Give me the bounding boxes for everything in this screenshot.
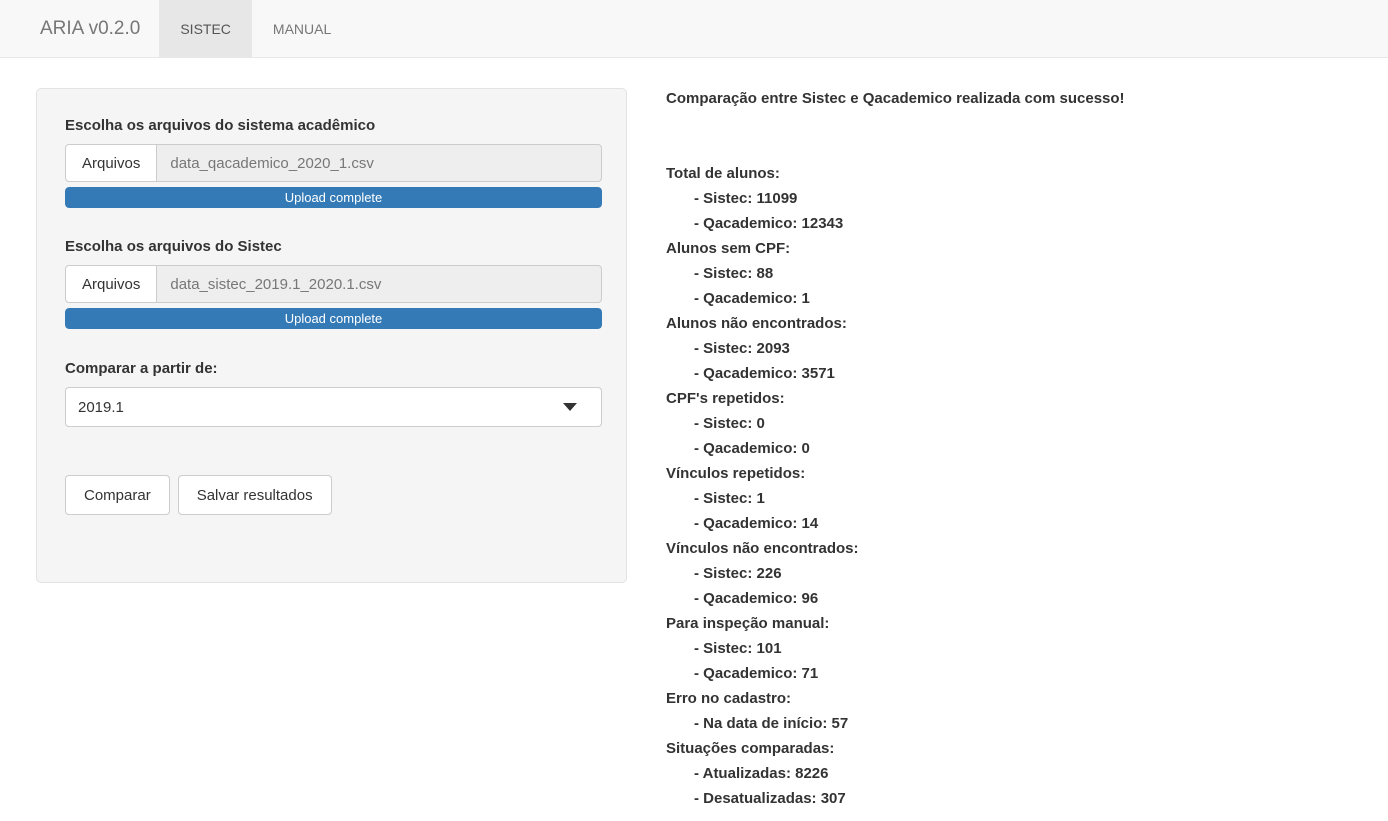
stat-item: - Qacademico: 12343: [694, 215, 844, 232]
chevron-down-icon: [563, 403, 577, 411]
stat-item: - Qacademico: 0: [694, 440, 810, 457]
compare-from-select[interactable]: [65, 387, 602, 427]
stat-item: - Sistec: 88: [694, 265, 774, 282]
sistec-file-label: Escolha os arquivos do Sistec: [65, 238, 282, 255]
save-results-button[interactable]: Salvar resultados: [178, 475, 332, 515]
app-title: ARIA v0.2.0: [40, 17, 141, 39]
main-content: [0, 58, 1388, 811]
stat-item: - Sistec: 1: [694, 490, 765, 507]
success-message: Comparação entre Sistec e Qacademico realizada com sucesso!: [666, 90, 1125, 107]
academic-file-label: Escolha os arquivos do sistema acadêmico: [65, 117, 376, 134]
stat-item: - Sistec: 101: [694, 640, 782, 657]
tab-bar: [159, 0, 352, 57]
stat-item: - Sistec: 11099: [694, 190, 798, 207]
stat-item: - Qacademico: 3571: [694, 365, 835, 382]
academic-file-input-group: [65, 117, 598, 208]
results-stats: [666, 161, 1125, 811]
stat-heading: Total de alunos:: [666, 165, 780, 182]
stat-heading: Alunos não encontrados:: [666, 315, 847, 332]
compare-from-selected-value: 2019.1: [78, 398, 124, 416]
academic-upload-progress-track: [65, 187, 602, 208]
stat-item: - Qacademico: 14: [694, 515, 819, 532]
compare-button[interactable]: Comparar: [65, 475, 170, 515]
stat-item: - Qacademico: 96: [694, 590, 819, 607]
stat-item: - Qacademico: 71: [694, 665, 819, 682]
sistec-filename-field[interactable]: data_sistec_2019.1_2020.1.csv: [156, 265, 602, 303]
sistec-file-input-group: [65, 238, 598, 329]
sistec-file-input: [65, 265, 602, 303]
stat-item: - Sistec: 0: [694, 415, 765, 432]
stat-heading: Vínculos não encontrados:: [666, 540, 859, 557]
academic-browse-button[interactable]: Arquivos: [65, 144, 157, 182]
sistec-upload-progress-bar: Upload complete: [65, 308, 602, 329]
stat-heading: CPF's repetidos:: [666, 390, 785, 407]
stat-item: - Desatualizadas: 307: [694, 790, 846, 807]
stat-item: - Na data de início: 57: [694, 715, 849, 732]
action-buttons-row: [65, 475, 598, 515]
compare-from-group: [65, 360, 598, 427]
sistec-upload-progress-track: [65, 308, 602, 329]
stat-heading: Vínculos repetidos:: [666, 465, 806, 482]
compare-from-label: Comparar a partir de:: [65, 360, 218, 377]
stat-item: - Qacademico: 1: [694, 290, 810, 307]
tab-sistec[interactable]: SISTEC: [159, 0, 252, 57]
tab-manual[interactable]: MANUAL: [272, 20, 332, 37]
academic-filename-field[interactable]: data_qacademico_2020_1.csv: [156, 144, 602, 182]
stat-heading: Erro no cadastro:: [666, 690, 792, 707]
stat-item: - Atualizadas: 8226: [694, 765, 829, 782]
stat-item: - Sistec: 226: [694, 565, 782, 582]
stat-heading: Alunos sem CPF:: [666, 240, 791, 257]
navbar: [0, 0, 1388, 58]
stat-heading: Situações comparadas:: [666, 740, 835, 757]
academic-file-input: [65, 144, 602, 182]
stat-item: - Sistec: 2093: [694, 340, 790, 357]
results-output: [666, 86, 1125, 811]
stat-heading: Para inspeção manual:: [666, 615, 830, 632]
sidebar-panel: [36, 88, 627, 583]
sistec-browse-button[interactable]: Arquivos: [65, 265, 157, 303]
academic-upload-progress-bar: Upload complete: [65, 187, 602, 208]
